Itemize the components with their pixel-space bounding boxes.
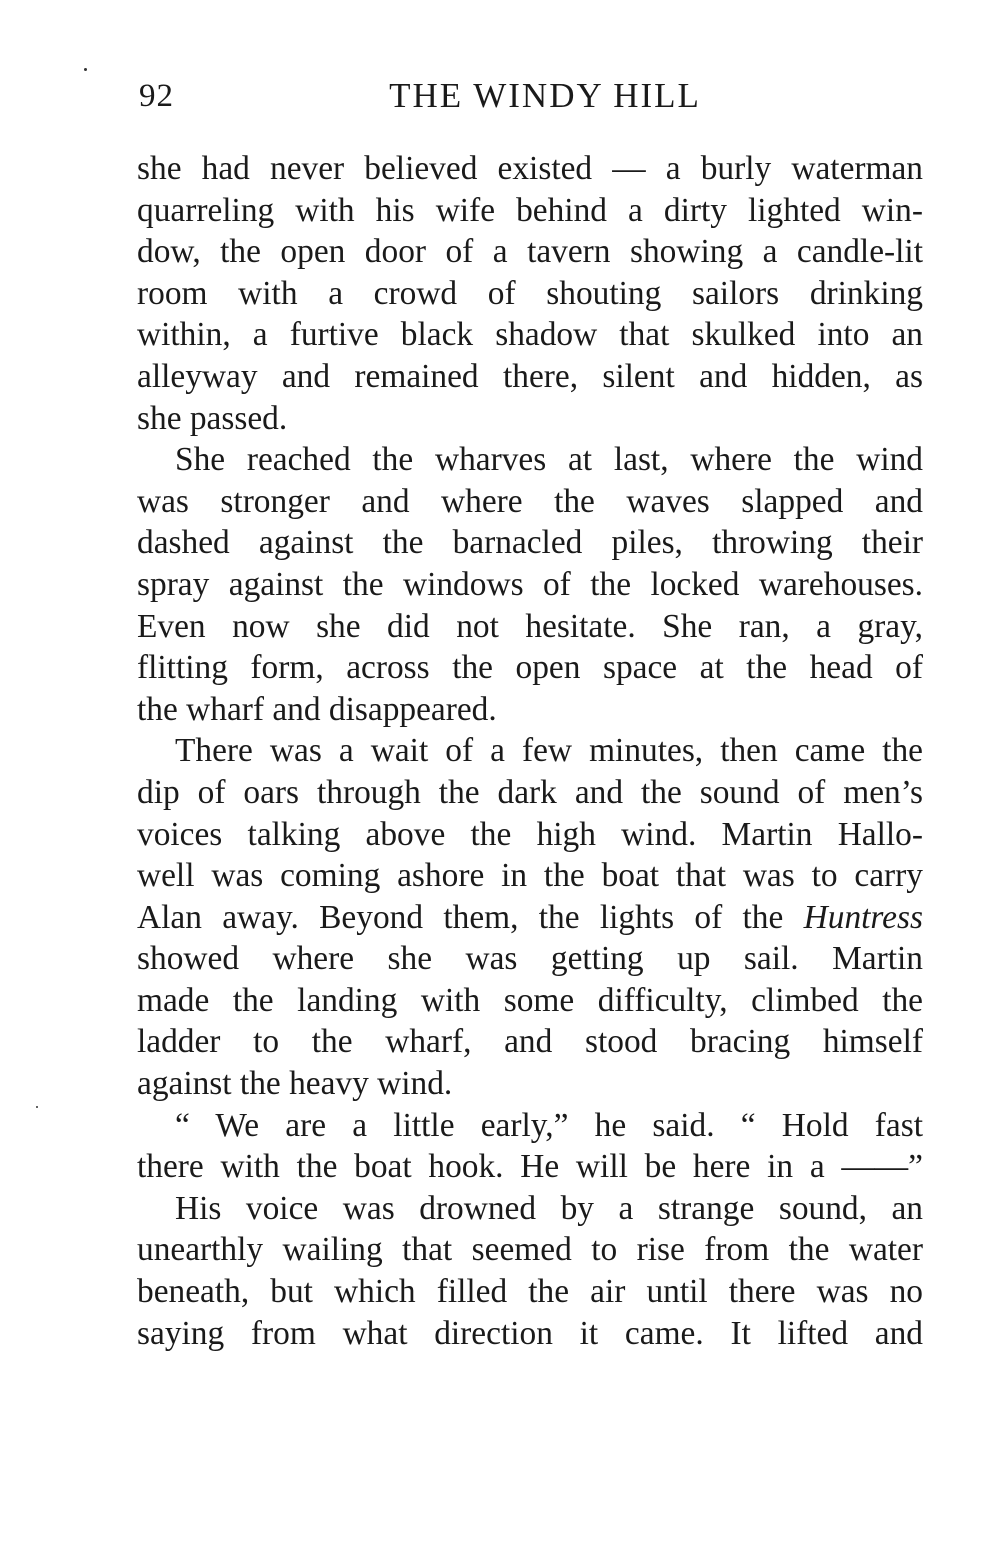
- text-line: [137, 938, 923, 980]
- text-line: [137, 772, 923, 814]
- running-head: THE WINDY HILL: [389, 76, 701, 115]
- text-line: [137, 190, 923, 232]
- text-line: [137, 481, 923, 523]
- text-line-content: There was a wait of a few minutes, then came the: [175, 732, 923, 770]
- text-line: [137, 398, 923, 440]
- text-line: [137, 231, 923, 273]
- text-line-content: ladder to the wharf, and stood bracing himself: [137, 1023, 923, 1061]
- text-line-content: Even now she did not hesitate. She ran, a gray,: [137, 607, 923, 645]
- text-line: [137, 314, 923, 356]
- text-line-content: beneath, but which filled the air until there was no: [137, 1273, 923, 1311]
- text-line-content: alleyway and remained there, silent and hidden, as: [137, 357, 923, 395]
- text-line-content: quarreling with his wife behind a dirty lighted win-: [137, 191, 923, 229]
- text-line: [137, 730, 923, 772]
- speck-mark: [84, 68, 87, 71]
- text-line-content: She reached the wharves at last, where the wind: [175, 441, 923, 479]
- text-line: [137, 606, 923, 648]
- ship-name-italic: Huntress: [803, 898, 923, 936]
- text-line-content: “ We are a little early,” he said. “ Hold fast: [175, 1106, 923, 1144]
- text-line-content: the wharf and disappeared.: [137, 690, 497, 728]
- text-line-content: there with the boat hook. He will be here in a ——”: [137, 1148, 923, 1186]
- speck-mark: [36, 1106, 38, 1108]
- text-line-content: made the landing with some difficulty, climbed the: [137, 981, 923, 1019]
- page-header: [137, 70, 923, 120]
- text-line-content: Alan away. Beyond them, the lights of the: [137, 898, 804, 936]
- text-line-content: within, a furtive black shadow that skulked into an: [137, 316, 923, 354]
- text-line-content: dashed against the barnacled piles, throwing their: [137, 524, 923, 562]
- text-line: [137, 439, 923, 481]
- text-line: [137, 522, 923, 564]
- text-line-content: unearthly wailing that seemed to rise from the water: [137, 1231, 923, 1269]
- text-line-content: was stronger and where the waves slapped and: [137, 482, 923, 520]
- text-line: [137, 1021, 923, 1063]
- text-line: [137, 1188, 923, 1230]
- text-line-content: flitting form, across the open space at the head of: [137, 649, 923, 687]
- text-line: [137, 1146, 923, 1188]
- text-line: [137, 647, 923, 689]
- body-text: [137, 148, 923, 1354]
- text-line: [137, 1229, 923, 1271]
- text-line-content: showed where she was getting up sail. Martin: [137, 940, 923, 978]
- text-line: [137, 1105, 923, 1147]
- text-line: [137, 689, 923, 731]
- text-line-content: voices talking above the high wind. Martin Hallo-: [137, 815, 923, 853]
- text-line: [137, 855, 923, 897]
- text-line: [137, 1271, 923, 1313]
- text-line: [137, 273, 923, 315]
- text-line-content: against the heavy wind.: [137, 1065, 453, 1103]
- text-line-content: room with a crowd of shouting sailors drinking: [137, 274, 923, 312]
- text-line-content: dip of oars through the dark and the sound of men’s: [137, 773, 923, 811]
- text-line-content: she passed.: [137, 399, 288, 437]
- text-line: [137, 148, 923, 190]
- text-line: [137, 1313, 923, 1355]
- text-line-content: well was coming ashore in the boat that was to carry: [137, 857, 923, 895]
- text-line: [137, 897, 923, 939]
- text-line: [137, 980, 923, 1022]
- text-line-content: saying from what direction it came. It lifted and: [137, 1314, 923, 1352]
- page-number: 92: [139, 78, 174, 114]
- text-line-content: spray against the windows of the locked warehouses.: [137, 565, 923, 603]
- text-line-content: dow, the open door of a tavern showing a candle-lit: [137, 233, 923, 271]
- text-line-content: she had never believed existed — a burly waterman: [137, 150, 923, 187]
- text-line: [137, 356, 923, 398]
- text-line: [137, 814, 923, 856]
- text-line: [137, 564, 923, 606]
- text-line: [137, 1063, 923, 1105]
- text-line-content: His voice was drowned by a strange sound, an: [175, 1189, 923, 1227]
